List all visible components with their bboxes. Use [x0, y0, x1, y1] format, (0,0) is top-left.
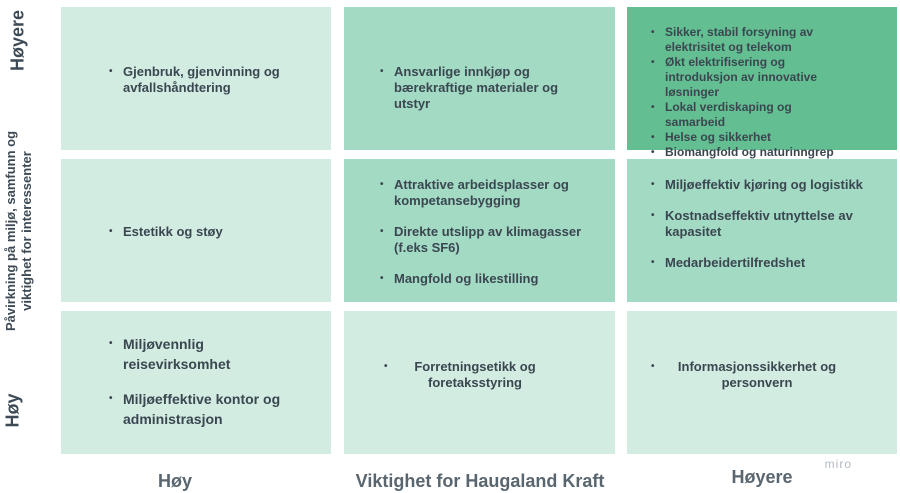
- matrix-cell-r3c3: [627, 311, 897, 454]
- matrix-cell-r2c3: [627, 159, 897, 302]
- matrix-cell-r1c1: [61, 7, 331, 150]
- y-axis-top-label: Høyere: [7, 9, 28, 72]
- cell-items: [649, 25, 854, 160]
- list-item: • Miljøeffektiv kjøring og logistikk: [649, 177, 879, 193]
- matrix-cell-r2c2: [344, 159, 615, 302]
- y-axis-title-line-1: Påvirkning på miljø, samfunn og: [3, 130, 18, 332]
- list-item: • Direkte utslipp av klimagasser (f.eks SF6): [378, 224, 603, 256]
- cell-items: [382, 359, 552, 391]
- cell-items: [107, 334, 297, 429]
- list-item: • Helse og sikkerhet: [649, 130, 854, 145]
- list-item: • Sikker, stabil forsyning av elektrisitet og telekom: [649, 25, 854, 55]
- cell-items: [378, 64, 578, 112]
- cell-items: [107, 224, 307, 240]
- list-item: • Gjenbruk, gjenvinning og avfallshåndtering: [107, 64, 307, 96]
- list-item: • Medarbeidertilfredshet: [649, 255, 879, 271]
- list-item: • Ansvarlige innkjøp og bærekraftige materialer og utstyr: [378, 64, 578, 112]
- y-axis-title: [3, 106, 35, 356]
- y-axis-bottom-label: Høy: [2, 393, 23, 428]
- list-item: • Miljøvennlig reisevirksomhet: [107, 334, 297, 374]
- list-item: • Mangfold og likestilling: [378, 271, 603, 287]
- matrix-cell-r3c2: [344, 311, 615, 454]
- list-item: • Økt elektrifisering og introduksjon av innovative løsninger: [649, 55, 854, 100]
- y-axis-title-line-2: viktighet for interessenter: [19, 151, 34, 311]
- x-axis-left-label: Høy: [157, 471, 192, 491]
- list-item: • Estetikk og støy: [107, 224, 307, 240]
- matrix-cell-r1c3: [627, 7, 897, 159]
- cell-items: [649, 177, 879, 271]
- cell-items: [649, 359, 849, 391]
- x-axis-title: Viktighet for Haugaland Kraft: [355, 471, 605, 491]
- x-axis-right-label: Høyere: [731, 467, 793, 487]
- list-item: • Attraktive arbeidsplasser og kompetansebygging: [378, 177, 603, 209]
- miro-watermark: miro: [824, 457, 852, 471]
- list-item: • Informasjonssikkerhet og personvern: [649, 359, 849, 391]
- list-item: • Kostnadseffektiv utnyttelse av kapasitet: [649, 208, 879, 240]
- list-item: • Lokal verdiskaping og samarbeid: [649, 100, 854, 130]
- matrix-cell-r2c1: [61, 159, 331, 302]
- matrix-cell-r3c1: [61, 311, 331, 454]
- cell-items: [378, 177, 603, 287]
- matrix-cell-r1c2: [344, 7, 615, 150]
- list-item: • Biomangfold og naturinngrep: [649, 145, 854, 160]
- list-item: • Forretningsetikk og foretaksstyring: [382, 359, 552, 391]
- list-item: • Miljøeffektive kontor og administrasjon: [107, 389, 297, 429]
- cell-items: [107, 64, 307, 96]
